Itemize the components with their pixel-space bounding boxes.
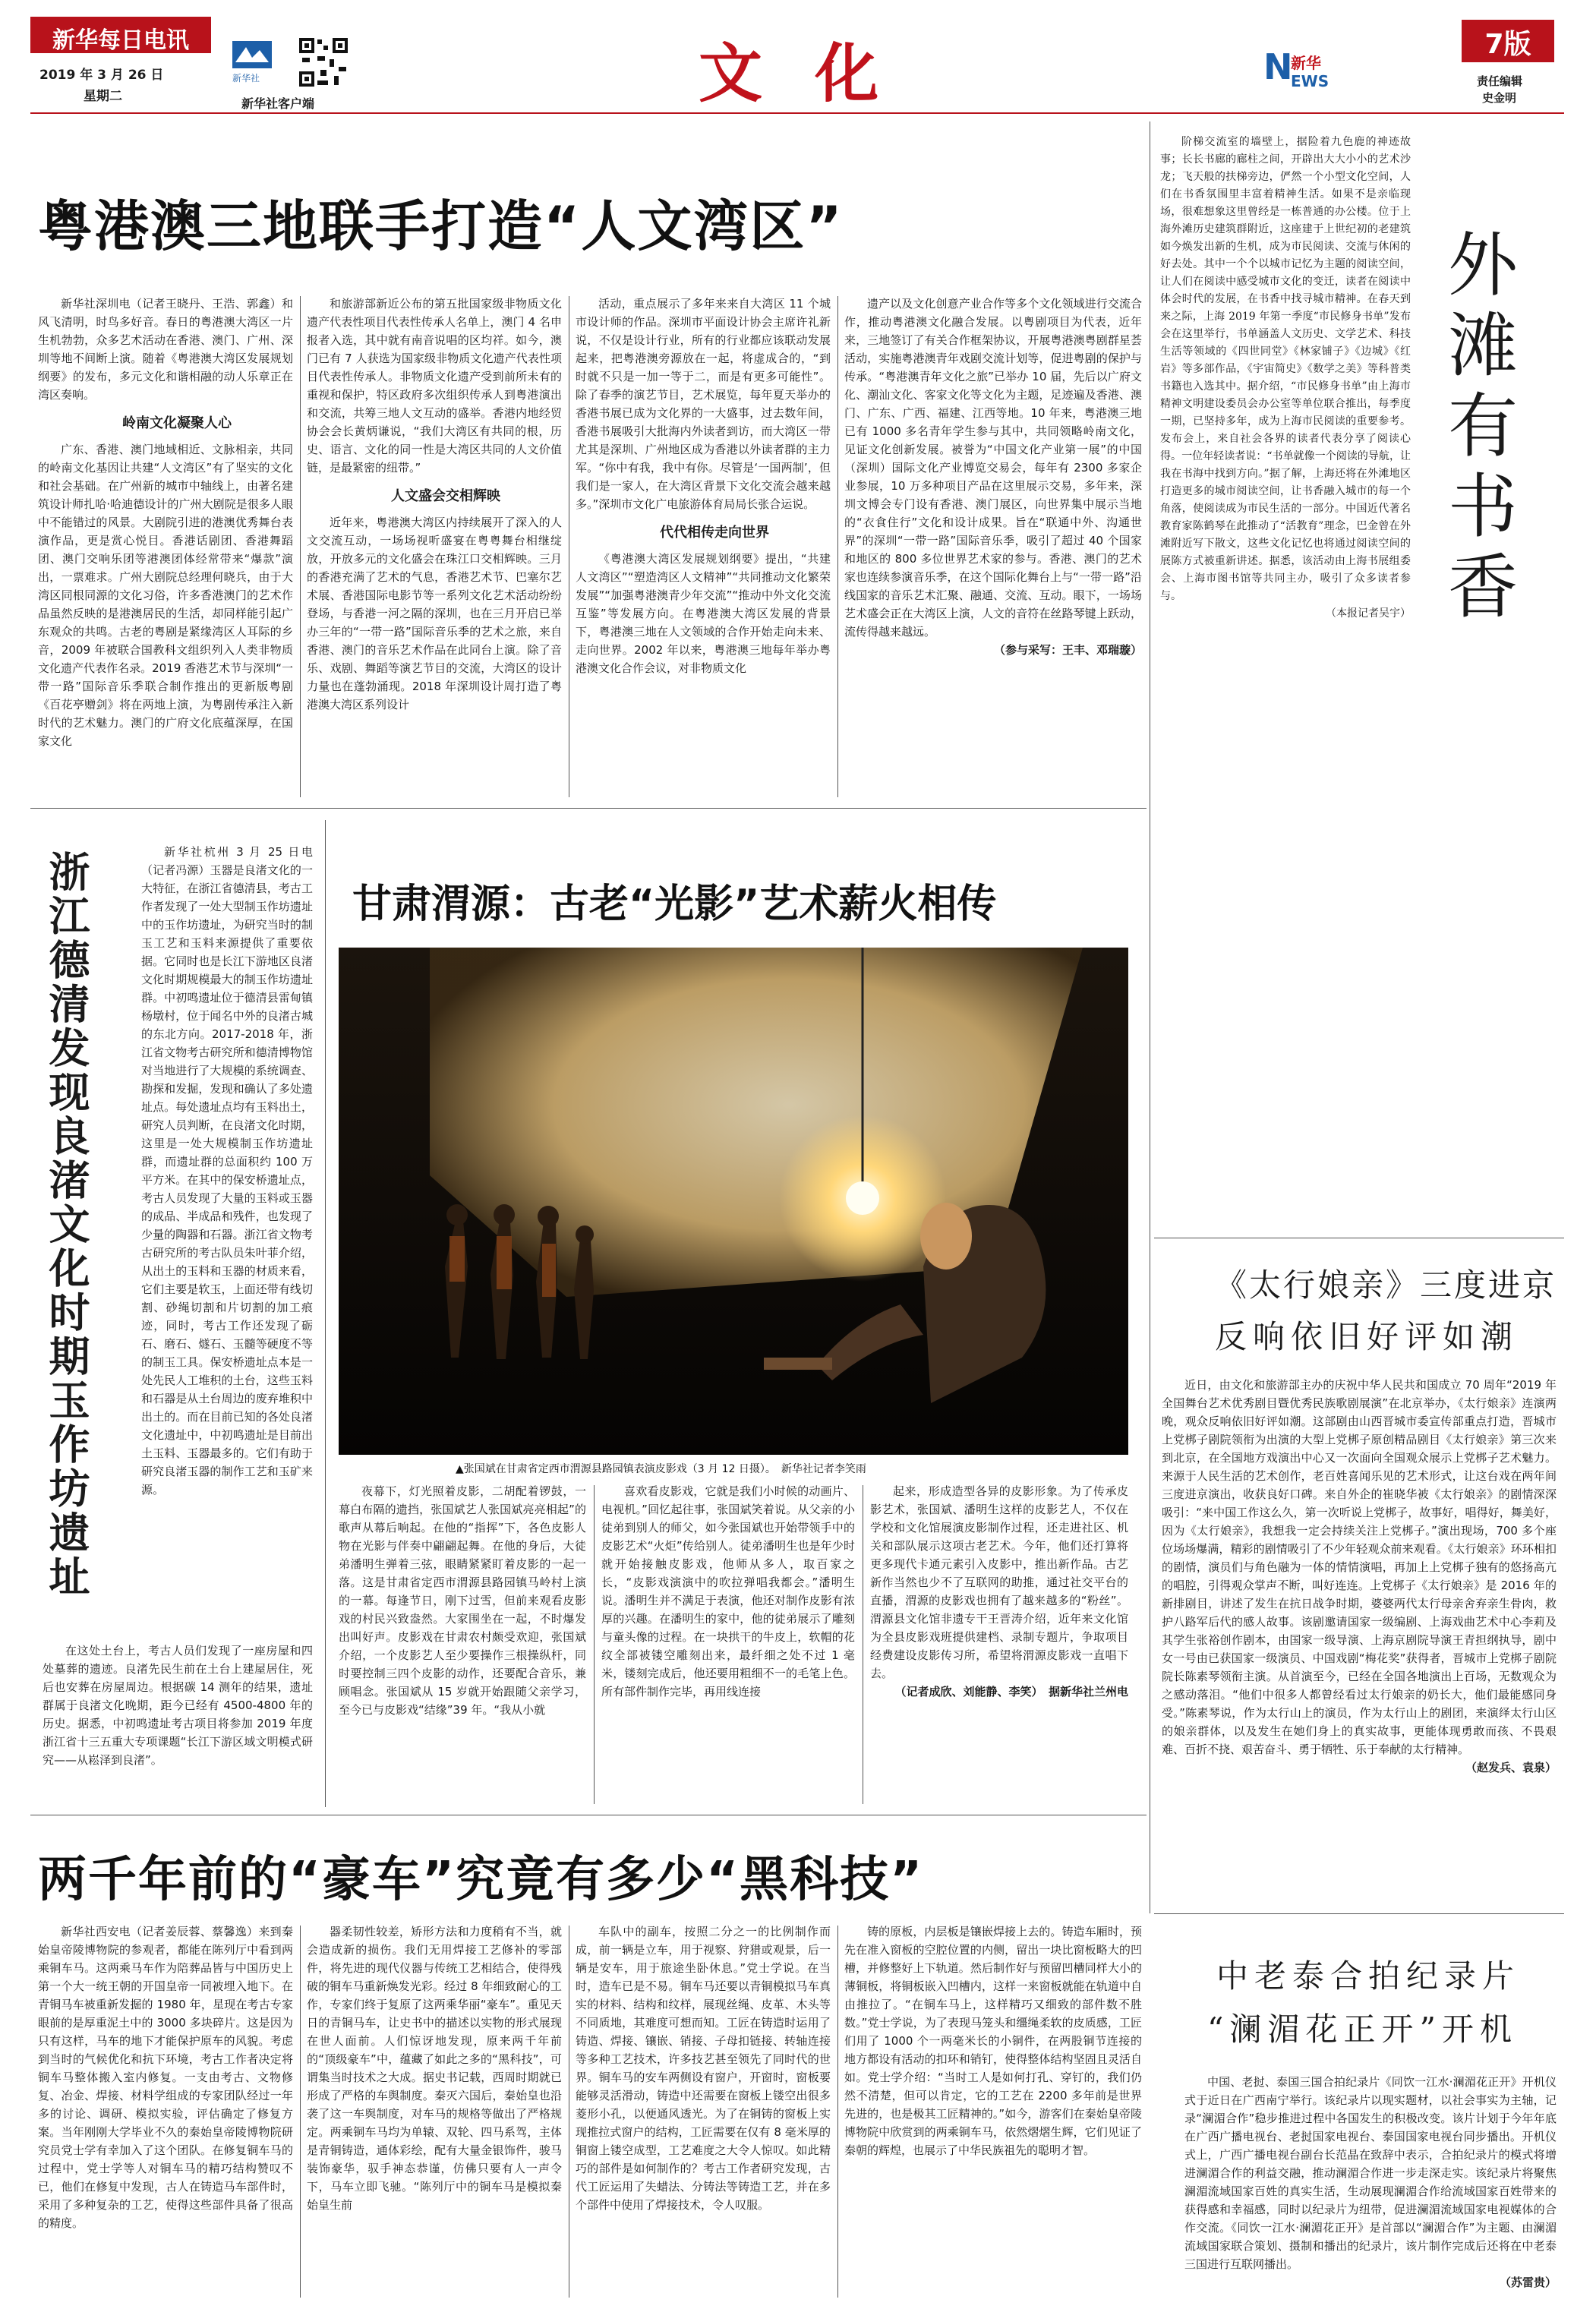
waitan-title: 外滩有书香 [1437, 228, 1518, 630]
lead-col-3-body: 活动，重点展示了多年来来自大湾区 11 个城市设计师的作品。深圳市平面设计协会主席许礼新说，不仅是设计行业，所有的行业都应该联动发展起来，把粤港澳旁源放在一起，将虚成合的，“到时就不只是一加一等于二，而是有更多可能性”。除了春季的演艺节目，艺术展览，每年夏天举办的香港书展已成为文化界的一大盛事，过去数年间，香港书展吸引大批海内外读者到访，而大湾区一带尤其是深圳、广州地区成为香港以外读者群的主力军。“你中有我，我中有你。尽管是‘一国两制’，但我们是一家人，在大湾区背景下文化交流会越来越多。”深圳市文化广电旅游体育局局长张合运说。 [576, 297, 831, 511]
gansu-col-1 [339, 1482, 586, 1801]
taihang-text: 近日，由文化和旅游部主办的庆祝中华人民共和国成立 70 周年“2019 年全国舞台艺术优秀剧目暨优秀民族歌剧展演”在北京举办，《太行娘亲》连演两晚，观众反响依旧好评如潮。这部剧由山西晋城市委宣传部重点打造，晋城市上党梆子剧院领衔为出演的大型上党梆子原创精品剧目《太行娘亲》第三次来到北京，在全国地方戏演出中心又一次面向全国观众展示上党梆子艺术魅力。来源于人民生活的艺术创作，老百姓喜闻乐见的艺术形式，让这台戏在两年间三度进京演出，收获良好口碑。来自外企的崔晓华被《太行娘亲》的剧情深深吸引：“来中国工作这么久，第一次听说上党梆子，故事好，唱得好，舞美好，因为《太行娘亲》，我想我一定会持续关注上党梆子。”演出现场，700 多个座位场场爆满，精彩的剧情吸引了不少年轻观众前来观看。《太行娘亲》环环相扣的剧情，演员们与角色融为一体的情情演唱，再加上上党梆子独有的悠扬高亢的唱腔，引得观众掌声不断，叫好连连。上党梆子《太行娘亲》是 2016 年的新排剧目，讲述了发生在抗日战争时期，婆婆两代太行母亲舍弃亲生骨肉，救护八路军后代的感人故事。该剧邀请国家一级编剧、上海戏曲艺术中心李莉及其学生张裕创作剧本，由国家一级导演、上海京剧院导演王青担纲执导，剧中女一号由已获国家一级演员、中国戏剧“梅花奖”获得者，晋城市上党梆子剧院院长陈素琴领衔主演。从首演至今，已经在全国各地演出上百场，无数观众为之感动落泪。“他们中很多人都曾经看过太行娘亲的奶长大，他们最能感同身受。”陈素琴说，作为太行山上的演员，作为太行山上的剧团，来演绎太行山区的娘亲群体，以及发生在她们身上的真实故事，更能体现勇敢而孩、不畏艰难、百折不挠、艰苦奋斗、勇于牺牲、乐于奉献的太行精神。 [1162, 1378, 1557, 1756]
editor-name: 史金明 [1482, 91, 1517, 105]
chariot-col-3-text: 车队中的副车，按照二分之一的比例制作而成，前一辆是立车，用于视察、狩猎或观景，后一辆是安车，用于旅途坐卧休息。”党士学说。在当时，造车已是不易。铜车马还要以青铜模拟马车真实的材料、结构和纹样，展现丝绳、皮革、木头等不同质地，其难度可想而知。工匠在铸造时运用了铸造、焊接、镶嵌、销接、子母扣链接、转轴连接等多种工艺技术，许多技艺甚至领先了同时代的世界。铜车马的安车两侧设有窗户，开窗时，窗板要能够灵活滑动，铸造中还需要在窗板上镂空出很多菱形小孔，以便通风透光。为了在铜铸的窗板上实现推拉式窗户的结构，工匠需要在仅有 8 毫米厚的铜窗上镂空成型，工艺难度之大令人惊叹。如此精巧的部件是如何制作的？考古工作者研究发现，古代工匠运用了失蜡法、分铸法等铸造工艺，并在多个部件中使用了焊接技术，令人叹服。 [576, 1925, 831, 2212]
svg-text:N: N [1263, 46, 1293, 87]
taihang-title-2: 反响依旧好评如潮 [1215, 1318, 1519, 1355]
chariot-col-1-text: 新华社西安电（记者姜辰蓉、蔡馨逸）来到秦始皇帝陵博物院的参观者，都能在陈列厅中看到两乘铜车马。这两乘马车作为陪葬品皆与中国历史上第一个大一统王朝的开国皇帝一同被埋入地下。在青铜马车被重新发掘的 1980 年，星现在考古专家眼前的是厚重泥土中的 3000 多块碎片。这是因为只有这样，马车的地下才能保护原车的风貌。考虑到当时的气候优化和抗下环境，考古工作者决定将铜车马整体搬入室内修复。一支由考古、文物修复、冶金、焊接、材料学组成的专家团队经过一年多的讨论、调研、模拟实验，评估确定了修复方案。当年刚刚大学毕业不久的秦始皇帝陵博物院研究员党士学有幸加入了这个团队。在修复铜车马的过程中，党士学等人对铜车马的精巧结构赞叹不已，他们在修复中发现，古人在铸造马车部件时，采用了多种复杂的工艺，使得这些部件具备了很高的精度。 [38, 1925, 293, 2230]
gansu-col-2-text: 喜欢看皮影戏，它就是我们小时候的动画片、电视机。”回忆起往事，张国斌笑着说。从父亲的小徒弟到别人的师父，如今张国斌也开始带领手中的皮影艺术“火炬”传给别人。徒弟潘明生也是年少时就开始接触皮影戏，他师从多人，取百家之长，“皮影戏演演中的吹拉弹唱我都会。”潘明生说。潘明生并不满足于表演，他还对制作皮影有浓厚的兴趣。在潘明生的家中，他的徒弟展示了雕刻与童头像的过程。在一块拱干的牛皮上，软帽的花纹全部被镂空雕刻出来，最纤细之处不过 1 毫米，镂刻完成后，他还要用粗细不一的毛笔上色。所有部件制作完毕，再用线连接 [601, 1484, 855, 1699]
zhejiang-text-bottom: 在这处土台上，考古人员们发现了一座房屋和四处墓葬的遗迹。良渚先民生前在土台上建屋居住，死后也安葬在房屋周边。根据碳 14 测年的结果，遗址群属于良渚文化晚期，距今已经有 4500-4800 年的历史。据悉，中初鸣遗址考古项目将参加 2019 年度浙江省十三五重大专项课题“长江下游区域文明模式研究——从崧泽到良渚”。 [43, 1644, 313, 1767]
lead-subhead-2: 人文盛会交相辉映 [391, 488, 500, 504]
zhejiang-title: 浙江德清发现良渚文化时期玉作坊遗址 [43, 850, 91, 1599]
zhejiang-rule [325, 820, 326, 1807]
zhejiang-body-bottom [43, 1642, 313, 1807]
chariot-col-2 [307, 1922, 562, 2298]
issue-date: 2019 年 3 月 26 日 [39, 68, 164, 83]
lead-col-4-sign: （参与采写：王丰、邓瑞璇） [993, 643, 1142, 657]
waitan-text: 阶梯交流室的墙壁上，据险着九色鹿的神迹故事；长长书廊的廊柱之间，开辟出大大小小的艺术沙龙；飞天般的扶梯旁边，俨然一个小型文化空间，人们在书香氛围里丰富着精神生活。如果不是亲临现场，很难想象这里曾经是一栋普通的办公楼。位于上海外滩历史建筑群附近，这座建于上世纪初的老建筑如今焕发出新的生机，成为市民阅读、交流与休闲的好去处。其中一个个以城市记忆为主题的阅读空间，让人们在阅读中感受城市文化的变迁，读者在阅读中体会时代的发展，在书香中找寻城市精神。在春天到来之际，上海 2019 年第一季度“市民修身书单”发布会在这里举行，书单涵盖人文历史、文学艺术、科技生活等领域的《四世同堂》《林家铺子》《边城》《红岩》等多部作品，《宇宙简史》《数学之美》等科普类书籍也入选其中。据介绍，“市民修身书单”由上海市精神文明建设委员会办公室等单位联合推出，每季度一期，已坚持多年，成为上海市民阅读的重要参考。发布会上，来自社会各界的读者代表分享了阅读心得。一位年轻读者说：“书单就像一个阅读的导航，让我在书海中找到方向。”据了解，上海还将在外滩地区打造更多的城市阅读空间，让书香融入城市的每一个角落，使阅读成为市民生活的一部分。中国近代著名教育家陈鹤琴在此推动了“活教育”理念，巴金曾在外滩附近写下散文，这些文化记忆也将通过阅读空间的展陈方式被重新讲述。据悉，该活动由上海书展组委会、上海市图书馆等共同主办，吸引了众多读者参与。 [1160, 136, 1411, 602]
gansu-photo [339, 948, 1128, 1455]
col-rule [837, 1926, 838, 2298]
xinhua-logo-text: 新华社 [232, 73, 260, 84]
zhejiang-text-top: 新华社杭州 3 月 25 日电（记者冯源）玉器是良渚文化的一大特征，在浙江省德清县，考古工作者发现了一处大型制玉作坊遗址中的玉作坊遗址，为研究当时的制玉工艺和玉料来源提供了重要依据。它同时也是长江下游地区良渚文化时期规模最大的制玉作坊遗址群。中初鸣遗址位于德清县雷甸镇杨墩村，位于闻名中外的良渚古城的东北方向。2017-2018 年，浙江省文物考古研究所和德清博物馆对当地进行了大规模的系统调查、勘探和发掘，发现和确认了多处遗址点。每处遗址点均有玉料出土，研究人员判断，在良渚文化时期，这里是一处大规模制玉作坊遗址群，而遗址群的总面积约 100 万平方米。在其中的保安桥遗址点，考古人员发现了大量的玉料或玉器的成品、半成品和残件，也发现了少量的陶器和石器。浙江省文物考古研究所的考古队员朱叶菲介绍，从出土的玉料和玉器的材质来看，它们主要是软玉，上面还带有线切割、砂绳切割和片切割的加工痕迹，同时，考古工作还发现了砺石、磨石、燧石、玉髓等硬度不等的制玉工具。保安桥遗址点本是一处先民人工堆积的土台，这些玉料和石器是从土台周边的废弃堆积中出土的。而在目前已知的各处良渚文化遗址中，中初鸣遗址是目前出土玉料、玉器最多的。它们有助于研究良渚玉器的制作工艺和玉矿来源。 [141, 845, 313, 1497]
lead-col-2 [307, 295, 562, 797]
chariot-headline: 两千年前的“豪车”究竟有多少“黑科技” [38, 1852, 924, 1908]
lead-col-3-body-2: 《粤港澳大湾区发展规划纲要》提出，“共建人文湾区”“塑造湾区人文精神”“共同推动文化繁荣发展”“加强粤港澳青少年交流”“推动中外文化交流互鉴”等发展方向。在粤港澳大湾区发展的背景下，粤港澳三地在人文领域的合作开始走向未来、走向世界。2002 年以来，粤港澳三地每年举办粤港澳文化合作会议，对非物质文化 [576, 552, 831, 675]
lead-headline: 粤港澳三地联手打造“人文湾区” [38, 194, 844, 258]
zhejiang-body-top [141, 843, 313, 1632]
editor-label: 责任编辑 [1477, 74, 1523, 88]
zhonglaotai-sign: （苏雷贵） [1499, 2276, 1557, 2289]
lead-col-4-body: 遗产以及文化创意产业合作等多个文化领域进行交流合作，推动粤港澳文化融合发展。以粤剧项目为代表，近年来，三地签订了有关合作框架协议，开展粤港澳粤剧群星荟活动，实施粤港澳青年戏剧交流计划等，促进粤剧的保护与传承。“粤港澳青年文化之旅”已举办 10 届，先后以广府文化、潮汕文化、客家文化等文化为主题，足迹遍及香港、澳门、广东、广西、福建、江西等地。10 年来，粤港澳三地已有 1000 多名青年学生参与其中，共同领略岭南文化，见证文化创新发展。被誉为“中国文化产业第一展”的中国（深圳）国际文化产业博览交易会，每年有 2300 多家企业参展，10 万多种项目产品在这里展示交易，多年来，深圳文博会专门设有香港、澳门展区，向世界集中展示当地的“衣食住行”文化和设计成果。旨在“联通中外、沟通世界”的深圳“一带一路”国际音乐季，吸引了超过 40 个国家和地区的 800 多位世界艺术家的参与。香港、澳门的艺术家也连续参演音乐季，在这个国际化舞台上与“一带一路”沿线国家的音乐艺术汇聚、融通、交流、互动。眼下，一场场艺术盛会正在大湾区上演，人文的音符在丝路琴键上跃动，流传得越来越远。 [844, 297, 1142, 639]
svg-text:EWS: EWS [1291, 72, 1329, 90]
lead-bottom-rule [30, 808, 1147, 809]
chariot-col-4-text: 铸的原板，内层板是镶嵌焊接上去的。铸造车厢时，预先在准入窗板的空腔位置的内侧，留出一块比窗板略大的凹槽，并修整好上下轨道。然后制作好与预留凹槽同样大小的薄铜板，将铜板嵌入凹槽内，这样一来窗板就能在轨道中自由推拉了。“在铜车马上，这样精巧又细致的部件数不胜数。”党士学说，为了表现马笼头和缰绳柔软的皮质感，工匠们用了 1000 个一两毫米长的小铜件，在两股铜节连接的地方都设有活动的扣环和销钉，使得整体结构坚固且灵活自如。党士学介绍：“当时工人是如何打孔、穿钉的，我们仍然不清楚，但可以肯定，它的工艺在 2200 多年前是世界先进的，也是极其工匠精神的。”如今，游客们在秦始皇帝陵博物院中欣赏到的两乘铜车马，依然熠熠生辉，它们见证了秦朝的辉煌，也展示了中华民族祖先的聪明才智。 [844, 1925, 1142, 2157]
waitan-sign: （本报记者吴宇） [1326, 607, 1411, 620]
zhonglaotai-title-2: “澜湄花正开”开机 [1207, 2011, 1518, 2048]
client-label: 新华社客户端 [241, 96, 315, 111]
lead-col-2-body-2: 近年来，粤港澳大湾区内持续展开了深入的人文交流互动，一场场视听盛宴在粤粤舞台相继绽放，开放多元的文化盛会在珠江口交相辉映。三月的香港充满了艺术的气息，香港艺术节、巴塞尔艺术展、香港国际电影节等一系列文化艺术活动纷纷登场，与香港一河之隔的深圳，也在三月开启已举办三年的“一带一路”国际音乐季的艺术之旅，来自香港、澳门的音乐艺术作品在此同台上演。除了音乐、戏剧、舞蹈等演艺节目的交流，大湾区的设计力量也在蓬勃涌现。2018 年深圳设计周打造了粤港澳大湾区系列设计 [307, 516, 562, 711]
issue-weekday: 星期二 [84, 89, 122, 104]
lead-col-1 [38, 295, 293, 797]
gansu-headline: 甘肃渭源：古老“光影”艺术薪火相传 [352, 882, 997, 927]
lead-col-4 [844, 295, 1142, 797]
lead-col-3 [576, 295, 831, 797]
col-rule [594, 1485, 595, 1804]
col-rule [837, 296, 838, 797]
gansu-col-3-text: 起来，形成造型各异的皮影形象。为了传承皮影艺术，张国斌、潘明生这样的皮影艺人，不仅在学校和文化馆展演皮影制作过程，还走进社区、机关和部队展示这项古老艺术。今年，他们还打算将更多现代卡通元素引入皮影中，推出新作品。古艺新作当然也少不了互联网的助推，通过社交平台的直播，渭源的皮影戏也拥有了越来越多的“粉丝”。渭源县文化馆非遗专干王晋涛介绍，近年来文化馆为全县皮影戏班提供建档、录制专题片，争取项目经费建设皮影传习所，希望将渭源皮影戏一直唱下去。 [870, 1484, 1128, 1680]
taihang-sign: （赵发兵、袁泉） [1465, 1761, 1557, 1774]
chariot-col-4 [844, 1922, 1142, 2298]
gansu-photo-caption: ▲张国斌在甘肃省定西市渭源县路园镇表演皮影戏（3 月 12 日摄）。 新华社记者李笑雨 [456, 1463, 866, 1475]
zhonglaotai-title-1: 中老泰合拍纪录片 [1216, 1957, 1521, 1995]
taihang-bottom-rule [1154, 1913, 1564, 1914]
zhonglaotai-text: 中国、老挝、泰国三国合拍纪录片《同饮一江水·澜湄花正开》开机仪式于近日在广西南宁举行。该纪录片以现实题材，以社会事实为主轴，记录“澜湄合作”稳步推进过程中各国发生的积极改变。该片计划于今年年底在广西广播电视台、老挝国家电视台、泰国国家电视台同步播出。开机仪式上，广西广播电视台副台长范晶在致辞中表示，合拍纪录片的模式将增进澜湄合作的利益交融，推动澜湄合作进一步走深走实。该纪录片将聚焦澜湄流域国家百姓的真实生活，生动展现澜湄合作给流域国家百姓带来的获得感和幸福感，同时以纪录片为纽带，促进澜湄流域国家电视媒体的合作交流。《同饮一江水·澜湄花正开》是首部以“澜湄合作”为主题、由澜湄流域国家联合策划、摄制和播出的纪录片，该片制作完成后还将在中老泰三国进行互联网播出。 [1184, 2075, 1557, 2271]
col-rule [300, 1926, 301, 2298]
lead-col-1-body: 广东、香港、澳门地域相近、文脉相亲，共同的岭南文化基因让共建“人文湾区”有了坚实的文化和社会基础。在广州新的城市中轴线上，由著名建筑设计师扎哈·哈迪德设计的广州大剧院是很多人眼中不能错过的风景。大剧院引进的港澳优秀舞台表演作品，更是赏心悦目。香港话剧团、香港舞蹈团、澳门交响乐团等港澳团体经常带来“爆款”演出，一票难求。广州大剧院总经理何晓兵，由于大湾区同根同源的文化习俗，许多香港澳门的艺术作品虽然反映的是港澳居民的生活，却同样能引起广东观众的共鸣。古老的粤剧是紧缘湾区人耳际的乡音，2009 年被联合国教科文组织列入人类非物质文化遗产代表作名录。2019 香港艺术节与深圳“一带一路”国际音乐季联合制作推出的更新版粤剧《百花亭赠剑》将在两地上演，为粤剧传承注入新时代的艺术魅力。澳门的广府文化底蕴深厚，在国家文化 [38, 443, 293, 748]
chariot-col-1 [38, 1922, 293, 2298]
svg-text:新华: 新华 [1291, 54, 1321, 72]
brand-name: 新华每日电讯 [52, 27, 189, 54]
gansu-col-3 [870, 1482, 1128, 1801]
news-logo [1260, 39, 1344, 94]
lead-col-1-lede: 新华社深圳电（记者王晓丹、王浩、郭鑫）和风飞清明，时鸟多好音。春日的粤港澳大湾区一片生机勃勃，众多艺术活动在香港、澳门、广州、深圳等地不间断上演。随着《粤港澳大湾区发展规划纲要》的发布，多元文化和谐相融的动人乐章正在湾区奏响。 [38, 297, 293, 402]
taihang-title-1: 《太行娘亲》三度进京 [1215, 1266, 1557, 1304]
chariot-col-3 [576, 1922, 831, 2298]
taihang-body [1162, 1376, 1557, 1900]
section-title: 文 化 [699, 36, 894, 111]
qr-code-icon[interactable] [298, 36, 349, 88]
gansu-col-2 [601, 1482, 855, 1801]
gansu-col-3-sign: （记者成欣、刘能静、李笑） 据新华社兰州电 [894, 1685, 1128, 1699]
chariot-col-2-text: 器柔韧性较差，矫形方法和力度稍有不当，就会造成新的损伤。我们无用焊接工艺修补的零部件，将先进的现代仪器与传统工艺相结合，使得残破的铜车马重新焕发光彩。经过 8 年细致耐心的工作，专家们终于复原了这两乘华丽“豪车”。重见天日的青铜马车，让史书中的描述以实物的形式展现在世人面前。人们惊讶地发现，原来两千年前的“顶级豪车”中，蕴藏了如此之多的“黑科技”，可谓集当时技术之大成。据史书记载，西周时期就已形成了严格的车舆制度。秦灭六国后，秦始皇也沿袭了这一车舆制度，对车马的规格等做出了严格规定。两乘铜车马均为单辕、双轮、四马系驾，主体是青铜铸造，通体彩绘，配有大量金银饰件，骏马装饰豪华，驭手神态恭谨，仿佛只要有人一声令下，马车立即飞驰。“陈列厅中的铜车马是模拟秦始皇生前 [307, 1925, 562, 2212]
lead-col-2-body: 和旅游部新近公布的第五批国家级非物质文化遗产代表性项目代表性传承人名单上，澳门 4 名申报者入选，其中就有南音说唱的区均祥。如今，澳门已有 7 人获选为国家级非物质文化遗产代表性项目代表性传承人。非物质文化遗产受到前所未有的重视和保护，特区政府多次组织传承人到粤港演出和交流，共筹三地人文互动的盛举。香港内地经贸协会会长黄炳谦说，“我们大湾区有共同的根，历史、语言、文化的同一性是大湾区共同的人文价值链，是最紧密的纽带。” [307, 297, 562, 475]
lead-subhead-3: 代代相传走向世界 [660, 525, 769, 541]
lead-subhead-1: 岭南文化凝聚人心 [122, 415, 232, 431]
col-rule [300, 296, 301, 797]
page-number: 7版 [1484, 29, 1531, 60]
waitan-body [1160, 134, 1411, 1230]
zhonglaotai-body [1184, 2073, 1557, 2301]
gansu-col-1-text: 夜幕下，灯光照着皮影，二胡配着锣鼓，一幕白布隔的遗挡，张国斌艺人张国斌亮亮相起”的歌声从幕后响起。在他的“指挥”下，各色皮影人物在光影与伴奏中翩翩起舞。在他的身后，大徒弟潘明生弹着三弦，眼睛紧紧盯着皮影的一起一落。这是甘肃省定西市渭源县路园镇马岭村上演的一幕。每逢节日，刚下过雪，但前来观看皮影戏的村民兴致盎然。大家围坐在一起，不时爆发出叫好声。皮影戏在甘肃农村颇受欢迎，张国斌介绍，一个皮影艺人至少要操作三根操纵杆，同时要控制三四个皮影的动作，还要配合音乐，兼顾唱念。张国斌从 15 岁就开始跟随父亲学习，至今已与皮影戏“结缘”39 年。“我从小就 [339, 1484, 586, 1717]
